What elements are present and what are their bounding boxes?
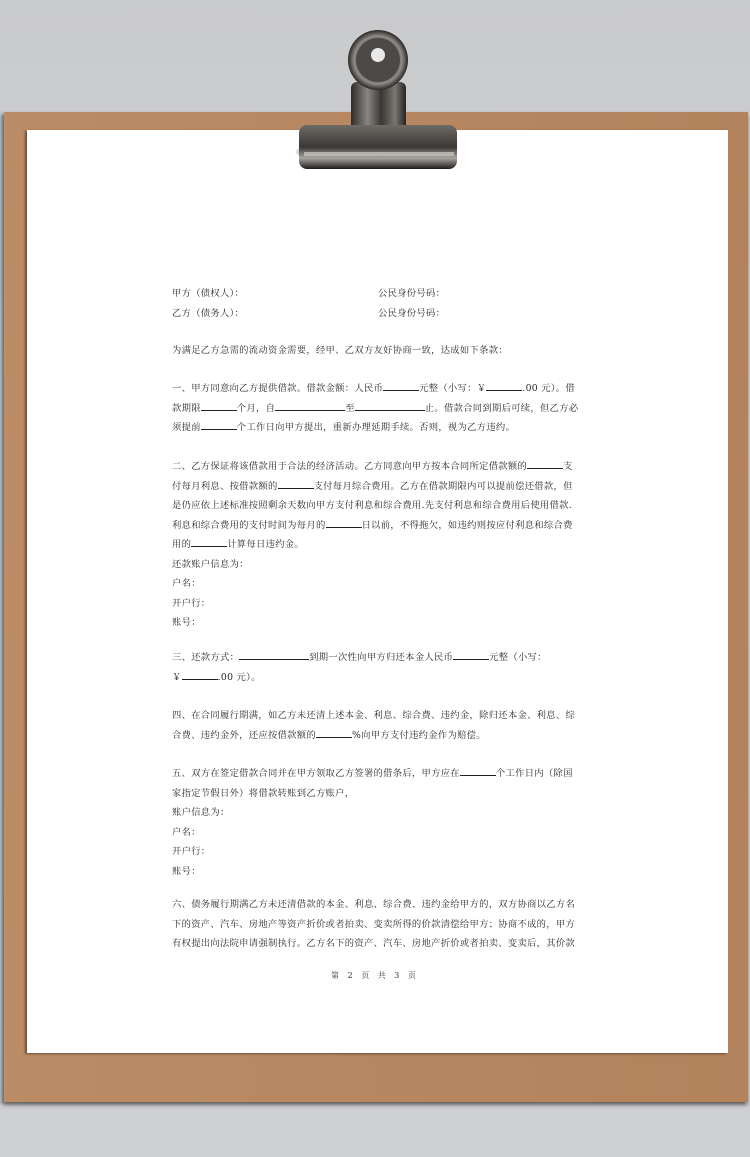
clause-text: 个工作日内（除国 — [495, 768, 573, 779]
clause-text: 到期一次性向甲方归还本金人民币 — [309, 652, 454, 663]
clause-text: 日以前，不得拖欠，如违约则按应付利息和综合费 — [361, 519, 573, 531]
blank-field[interactable] — [326, 516, 362, 528]
clause-4 — [172, 706, 604, 745]
clause-text: 有权提出向法院申请强制执行。乙方名下的资产、汽车、房地产折价或者拍卖、变卖后，其价款 — [172, 938, 576, 949]
blank-field[interactable] — [453, 648, 489, 660]
blank-field[interactable] — [460, 764, 496, 776]
clause-text: 四、在合同履行期满，如乙方未还清上述本金、利息、综合费、违约金，除归还本金、利息、综 — [172, 710, 576, 721]
account-number-label: 账号： — [172, 617, 201, 628]
blank-field[interactable] — [201, 418, 237, 430]
account-name-label: 户名： — [172, 578, 201, 589]
account-bank-label: 开户行： — [172, 597, 211, 609]
clause-text: 支付每月综合费用。乙方在借款期限内可以提前偿还借款，但 — [313, 480, 573, 492]
clause-text: 款期限 — [172, 402, 201, 414]
blank-field[interactable] — [486, 379, 522, 391]
account-bank-label: 开户行： — [172, 846, 211, 857]
party-info — [172, 284, 604, 323]
clause-text: 一、甲方同意向乙方提供借款。借款金额：人民币 — [172, 383, 384, 394]
blank-field[interactable] — [383, 379, 419, 391]
clause-text: 元整（小写： — [489, 652, 547, 663]
clause-text: 用的 — [172, 539, 192, 550]
blank-field[interactable] — [239, 648, 309, 660]
clause-1 — [172, 379, 604, 438]
blank-field[interactable] — [201, 399, 237, 411]
clause-text: 个月，自 — [236, 402, 276, 414]
clause-5 — [172, 764, 604, 881]
account-info-title: 账户信息为： — [172, 807, 230, 818]
account-name-label: 户名： — [172, 826, 201, 838]
clause-text: 个工作日向甲方提出，重新办理延期手续。否则，视为乙方违约。 — [236, 422, 516, 433]
clause-text: 利息和综合费用的支付时间为每月的 — [172, 519, 326, 531]
clause-text: 支 — [563, 461, 573, 472]
clause-6 — [172, 895, 604, 954]
debtor-label: 乙方（债务人）： — [172, 307, 245, 319]
clause-text: %向甲方支付违约金作为赔偿。 — [351, 729, 486, 741]
clause-text: 下的资产、汽车、房地产等资产折价或者拍卖、变卖所得的价款清偿给甲方；协商不成的，甲方 — [172, 918, 576, 930]
debtor-id-label: 公民身份号码： — [378, 307, 446, 319]
blank-field[interactable] — [191, 535, 227, 547]
blank-field[interactable] — [316, 726, 352, 738]
clause-text: .00 元）。 — [217, 671, 261, 683]
binder-clip-icon — [296, 22, 461, 172]
creditor-label: 甲方（债权人）： — [172, 288, 245, 299]
clause-text: 须提前 — [172, 422, 201, 433]
account-info-title: 还款账户信息为： — [172, 558, 249, 570]
intro-text: 为满足乙方急需的流动资金需要，经甲、乙双方友好协商一致，达成如下条款： — [172, 345, 508, 356]
blank-field[interactable] — [527, 457, 563, 469]
clause-text: 合费、违约金外，还应按借款额的 — [172, 729, 316, 741]
clause-text: 六、债务履行期满乙方未还清借款的本金、利息、综合费、违约金给甲方的，双方协商以乙方名 — [172, 899, 576, 910]
page-number: 第 2 页 共 3 页 — [331, 971, 419, 980]
clause-text: 付每月利息、按借款额的 — [172, 480, 278, 492]
blank-field[interactable] — [355, 399, 425, 411]
clause-text: 三、还款方式： — [172, 652, 240, 663]
clause-text: 计算每日违约金。 — [227, 539, 304, 550]
clause-text: 止。借款合同到期后可续，但乙方必 — [424, 402, 579, 414]
blank-field[interactable] — [278, 477, 314, 489]
creditor-id-label: 公民身份号码： — [378, 288, 446, 299]
clause-2 — [172, 457, 604, 633]
clause-3 — [172, 648, 604, 687]
clause-text: ￥ — [172, 671, 182, 683]
clause-text: 二、乙方保证将该借款用于合法的经济活动。乙方同意向甲方按本合同所定借款额的 — [172, 461, 528, 472]
clause-text: 五、双方在签定借款合同并在甲方领取乙方签署的借条后，甲方应在 — [172, 768, 460, 779]
clause-text: 家指定节假日外）将借款转账到乙方账户， — [172, 787, 355, 799]
intro-paragraph — [172, 341, 604, 361]
clause-text: 元整（小写：￥ — [419, 383, 487, 394]
account-number-label: 账号： — [172, 865, 201, 877]
clause-text: 是仍应依上述标准按照剩余天数向甲方支付利息和综合费用.先支付利息和综合费用后使用借款. — [172, 500, 572, 511]
clause-text: 至 — [345, 402, 355, 414]
blank-field[interactable] — [275, 399, 345, 411]
blank-field[interactable] — [182, 668, 218, 680]
clause-text: .00 元）。借 — [522, 383, 576, 394]
